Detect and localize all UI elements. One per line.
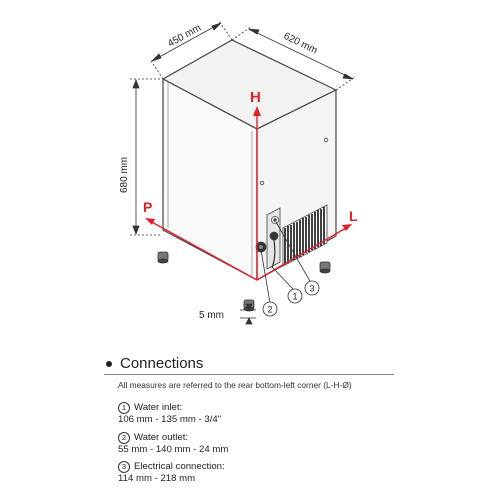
callout-3-label: 3: [309, 283, 315, 294]
connection-item-water-outlet: [118, 432, 228, 456]
connection-item-water-inlet: [118, 402, 221, 426]
foot-height-label: 5 mm: [199, 310, 224, 321]
connection-label: Water inlet:: [134, 402, 183, 414]
connection-values: 114 mm - 218 mm: [118, 473, 196, 484]
axis-h-label: H: [250, 89, 261, 106]
section-divider: [104, 374, 394, 375]
width-label: 450 mm: [166, 22, 204, 50]
connection-item-electrical: [118, 461, 225, 485]
foot-left: [158, 252, 168, 263]
connections-heading: [106, 355, 203, 372]
depth-label: 620 mm: [281, 30, 319, 57]
number-1-icon: 1: [118, 402, 130, 414]
connection-values: 106 mm - 135 mm - 3/4": [118, 414, 222, 425]
connection-label: Electrical connection:: [134, 461, 225, 473]
axis-p-label: P: [143, 199, 153, 215]
connections-title: Connections: [120, 355, 204, 372]
axis-l-label: L: [349, 208, 358, 224]
callout-2-label: 2: [267, 304, 273, 315]
connection-label: Water outlet:: [134, 432, 189, 444]
height-label: 680 mm: [119, 156, 130, 193]
callout-1-label: 1: [292, 291, 298, 302]
water-inlet-fitting: [272, 217, 279, 224]
bullet-icon: [106, 361, 112, 367]
axis-p-arrow: [145, 218, 155, 225]
connection-values: 55 mm - 140 mm - 24 mm: [118, 444, 229, 455]
number-3-icon: 3: [118, 461, 130, 473]
number-2-icon: 2: [118, 432, 130, 444]
foot-right: [320, 262, 330, 273]
reference-note: All measures are referred to the rear bottom-left corner (L-H-Ø): [118, 380, 352, 390]
